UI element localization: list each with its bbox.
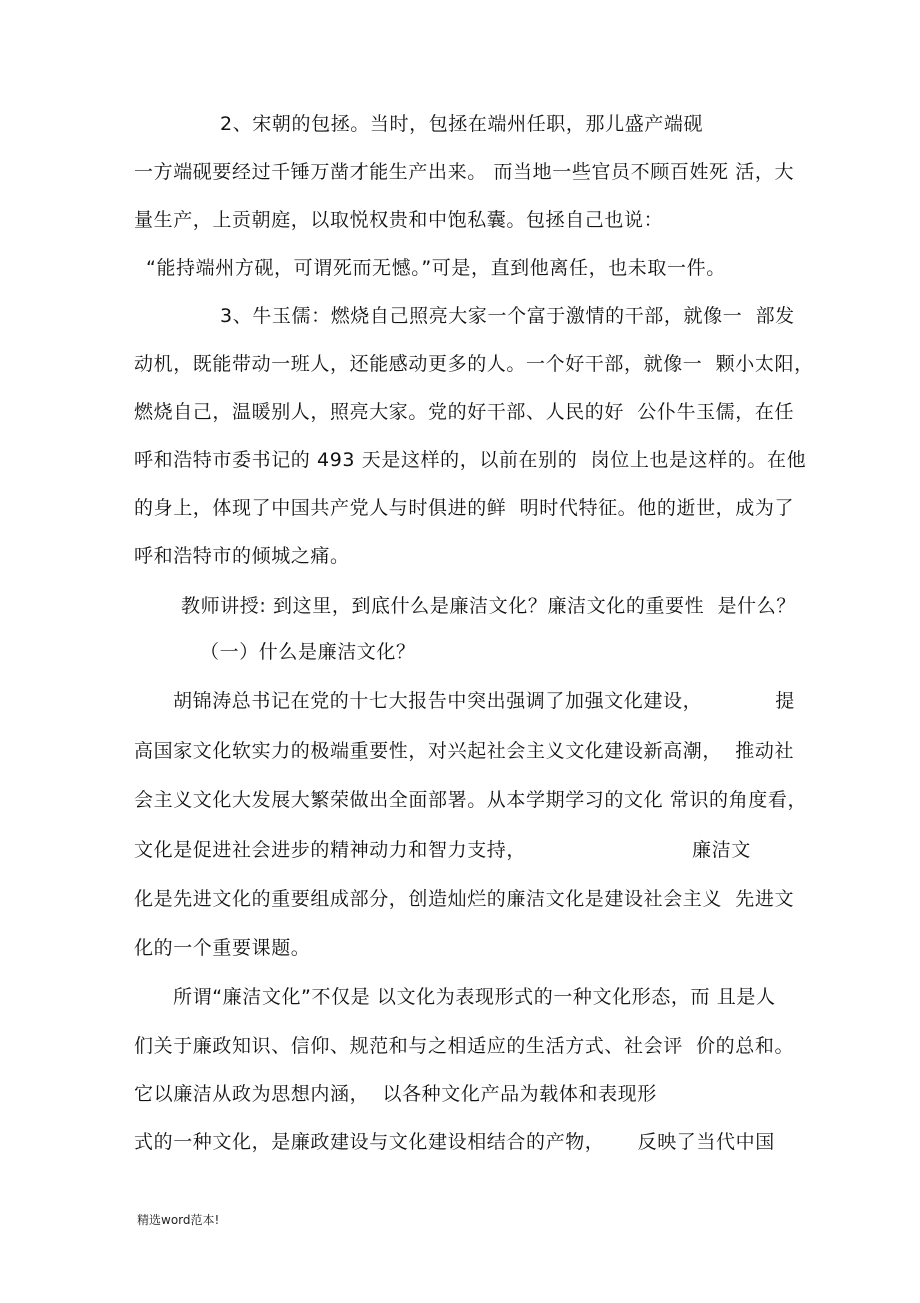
text-line-1: 2、宋朝的包拯。当时，包拯在端州任职，那儿盛产端砚 (220, 113, 704, 135)
text-line-16: 文化是促进社会进步的精神动力和智力支持， 廉洁文 (134, 839, 751, 861)
text-line-13: 胡锦涛总书记在党的十七大报告中突出强调了加强文化建设， 提 (173, 690, 795, 712)
text-line-9: 的身上，体现了中国共产党人与时俱进的鲜 明时代特征。他的逝世，成为了 (134, 497, 795, 519)
text-line-14: 高国家文化软实力的极端重要性，对兴起社会主义文化建设新高潮， 推动社 (134, 740, 795, 762)
section-heading: （一）什么是廉洁文化？ (200, 641, 416, 663)
text-line-11: 教师讲授: 到这里，到底什么是廉洁文化？廉洁文化的重要性 是什么？ (181, 595, 796, 617)
text-line-22: 式的一种文化，是廉政建设与文化建设相结合的产物， 反映了当代中国 (134, 1131, 775, 1153)
text-line-18: 化的一个重要课题。 (134, 937, 311, 959)
text-line-15: 会主义文化大发展大繁荣做出全面部署。从本学期学习的文化 常识的角度看， (134, 789, 808, 811)
text-line-20: 们关于廉政知识、信仰、规范和与之相适应的生活方式、社会评 价的总和。 (134, 1035, 795, 1057)
page-footer: 精选word范本! (137, 1213, 220, 1227)
text-line-7: 燃烧自己，温暖别人，照亮大家。党的好干部、人民的好 公仆牛玉儒，在任 (134, 401, 795, 423)
text-line-4: “能持端州方砚，可谓死而无憾。”可是，直到他离任，也未取一件。 (146, 257, 726, 279)
text-line-10: 呼和浩特市的倾城之痛。 (134, 545, 350, 567)
text-line-2: 一方端砚要经过千锤万凿才能生产出来。 而当地一些官员不顾百姓死 活，大 (134, 161, 795, 183)
text-line-3: 量生产，上贡朝庭，以取悦权贵和中饱私囊。包拯自己也说： (134, 209, 664, 231)
text-line-6: 动机，既能带动一班人，还能感动更多的人。一个好干部，就像一 颗小太阳， (134, 353, 814, 375)
text-line-21: 它以廉洁从政为思想内涵， 以各种文化产品为载体和表现形 (134, 1083, 657, 1105)
text-line-19: 所谓“廉洁文化”不仅是 以文化为表现形式的一种文化形态，而 且是人 (173, 986, 776, 1008)
text-line-8: 呼和浩特市委书记的 493 天是这样的，以前在别的 岗位上也是这样的。在他 (134, 449, 807, 471)
text-line-17: 化是先进文化的重要组成部分，创造灿烂的廉洁文化是建设社会主义 先进文 (134, 888, 795, 910)
text-line-5: 3、牛玉儒：燃烧自己照亮大家一个富于激情的干部，就像一 部发 (220, 305, 795, 327)
